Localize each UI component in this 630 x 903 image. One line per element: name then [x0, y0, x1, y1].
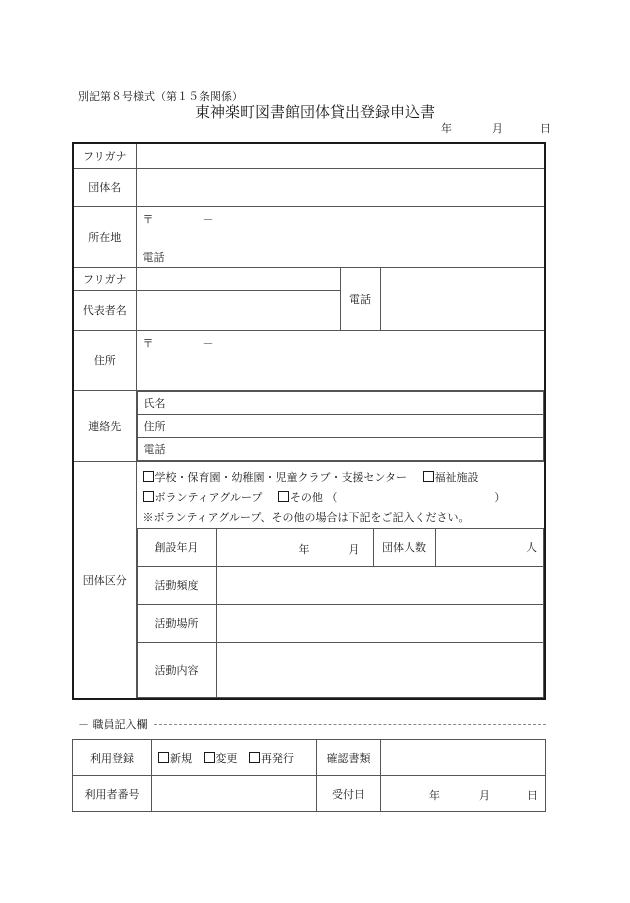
received-month-unit: 月: [479, 789, 490, 802]
received-year-unit: 年: [429, 789, 440, 802]
members-unit: 人: [526, 541, 537, 554]
place-label: 活動場所: [137, 604, 216, 642]
user-number-label: 利用者番号: [73, 776, 152, 812]
established-month-unit: 月: [348, 542, 360, 556]
welfare-checkbox[interactable]: [423, 471, 434, 482]
form-number: 別記第８号様式（第１５条関係）: [78, 90, 243, 103]
org-furigana-field[interactable]: [136, 143, 545, 168]
rep-phone-label: 電話: [340, 267, 380, 330]
date-year-label: 年: [441, 122, 452, 135]
postal-dash: －: [202, 212, 214, 226]
received-date-field[interactable]: [381, 776, 546, 812]
staff-section-header: [78, 716, 546, 732]
contact-label: 連絡先: [73, 390, 136, 461]
other-option[interactable]: その他: [278, 491, 323, 504]
content-field[interactable]: [216, 642, 544, 697]
address-postal-dash: －: [202, 336, 214, 350]
school-option[interactable]: 学校・保育園・幼稚園・児童クラブ・支援センター: [143, 471, 408, 484]
rep-furigana-field[interactable]: [136, 267, 340, 290]
received-date-label: 受付日: [317, 776, 381, 812]
confirm-docs-field[interactable]: [381, 740, 546, 776]
contact-name-field[interactable]: 氏名: [137, 391, 544, 414]
application-form: [72, 142, 546, 700]
location-label: 所在地: [73, 206, 136, 267]
org-name-field[interactable]: [136, 168, 545, 206]
volunteer-option[interactable]: ボランティアグループ: [143, 491, 263, 504]
category-label: 団体区分: [73, 461, 136, 699]
address-field[interactable]: [136, 330, 545, 390]
change-option[interactable]: 変更: [204, 752, 238, 765]
members-label: 団体人数: [373, 528, 435, 566]
content-label: 活動内容: [137, 642, 216, 697]
change-checkbox[interactable]: [204, 752, 215, 763]
place-field[interactable]: [216, 604, 544, 642]
other-checkbox[interactable]: [278, 491, 289, 502]
frequency-label: 活動頻度: [137, 566, 216, 604]
contact-address-field[interactable]: 住所: [137, 414, 544, 437]
established-year-unit: 年: [298, 542, 310, 556]
location-field[interactable]: [136, 206, 545, 267]
staff-header-text: － 職員記入欄: [78, 718, 148, 731]
frequency-field[interactable]: [216, 566, 544, 604]
other-open-paren: （: [326, 490, 338, 504]
school-checkbox[interactable]: [143, 471, 154, 482]
other-close-paren: ）: [494, 490, 506, 504]
new-option[interactable]: 新規: [158, 752, 192, 765]
members-field[interactable]: [435, 528, 544, 566]
confirm-docs-label: 確認書類: [317, 740, 381, 776]
rep-phone-field[interactable]: [380, 267, 545, 330]
established-field[interactable]: [216, 528, 373, 566]
reissue-checkbox[interactable]: [249, 752, 260, 763]
location-phone-label: 電話: [142, 250, 165, 264]
user-number-field[interactable]: [152, 776, 317, 812]
category-note: ※ボランティアグループ、その他の場合は下記をご記入ください。: [142, 510, 470, 524]
received-day-unit: 日: [527, 789, 538, 802]
staff-table: [72, 739, 546, 812]
org-furigana-label: フリガナ: [73, 143, 136, 168]
registration-label: 利用登録: [73, 740, 152, 776]
rep-furigana-label: フリガナ: [73, 267, 136, 290]
address-label: 住所: [73, 330, 136, 390]
org-name-label: 団体名: [73, 168, 136, 206]
postal-mark: 〒: [142, 212, 154, 226]
staff-header-divider: [154, 724, 547, 725]
registration-options: [152, 740, 317, 776]
volunteer-checkbox[interactable]: [143, 491, 154, 502]
established-label: 創設年月: [137, 528, 216, 566]
address-postal-mark: 〒: [142, 336, 154, 350]
new-checkbox[interactable]: [158, 752, 169, 763]
welfare-option[interactable]: 福祉施設: [423, 471, 479, 484]
reissue-option[interactable]: 再発行: [249, 752, 294, 765]
rep-name-field[interactable]: [136, 290, 340, 330]
contact-phone-field[interactable]: 電話: [137, 437, 544, 460]
date-month-label: 月: [492, 122, 503, 135]
date-day-label: 日: [540, 122, 551, 135]
rep-name-label: 代表者名: [73, 290, 136, 330]
contact-section: [136, 390, 545, 461]
category-section: [136, 461, 545, 699]
form-title: 東神楽町図書館団体貸出登録申込書: [194, 103, 435, 121]
